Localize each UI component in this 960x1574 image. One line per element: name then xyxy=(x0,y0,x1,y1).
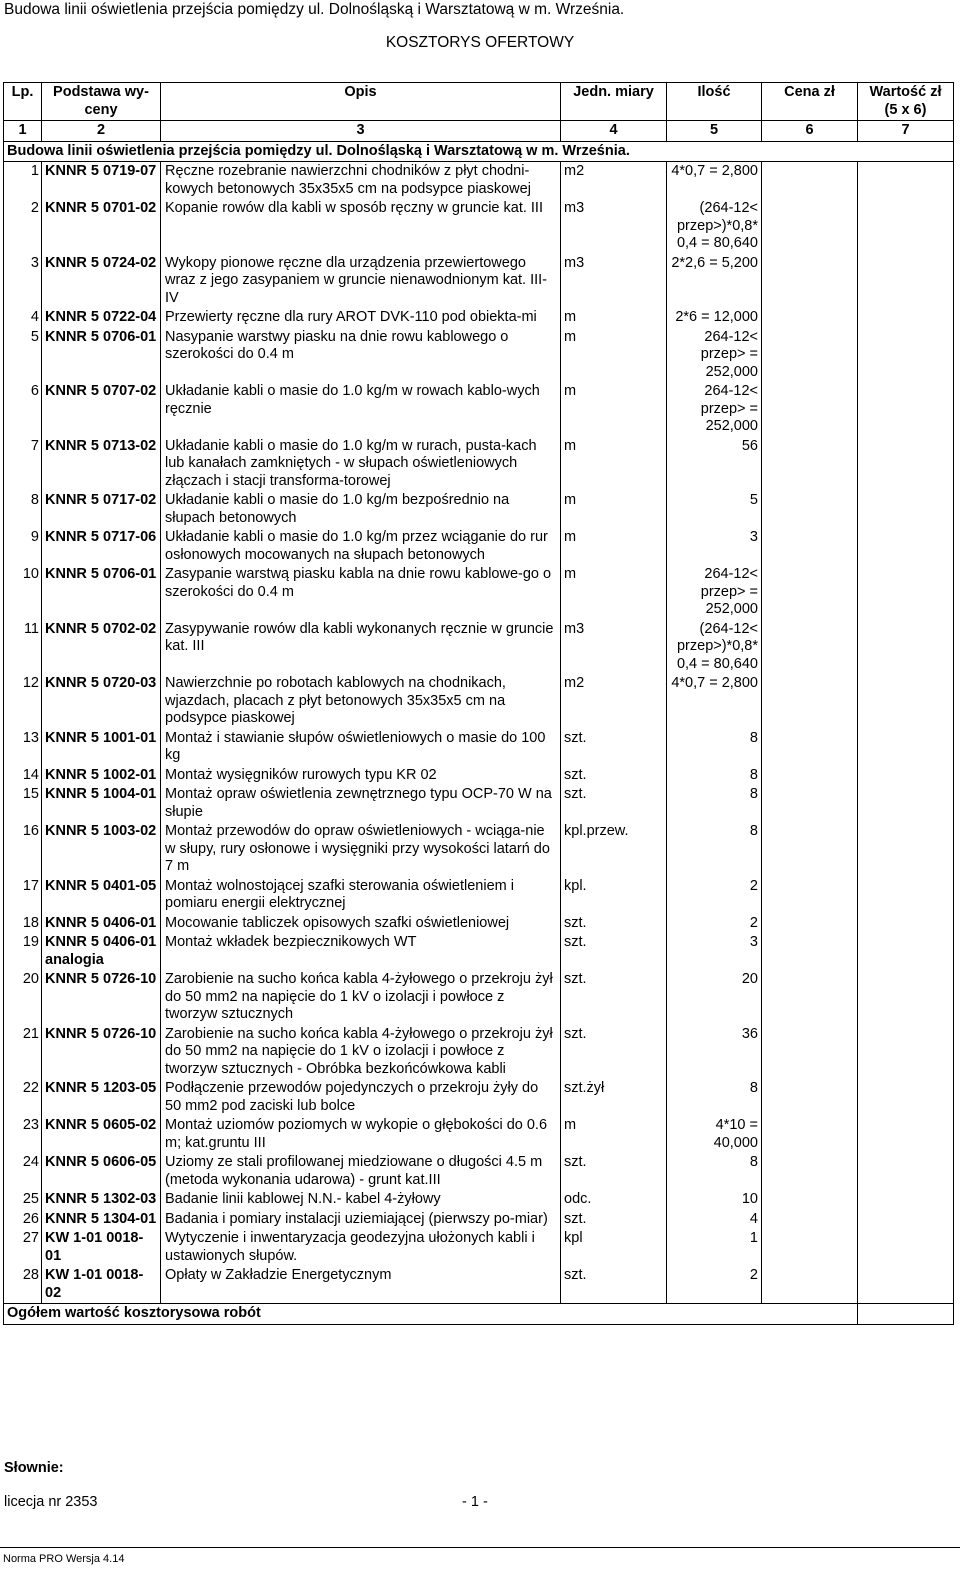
col-num: 3 xyxy=(161,121,561,142)
row-kod: KNNR 5 0401-05 xyxy=(42,877,161,914)
row-lp: 10 xyxy=(4,565,42,620)
row-opis: Opłaty w Zakładzie Energetycznym xyxy=(161,1266,561,1304)
col-wartosc-formula: (5 x 6) xyxy=(884,101,927,118)
row-kod: KNNR 5 0605-02 xyxy=(42,1116,161,1153)
table-row xyxy=(4,199,954,254)
row-lp: 6 xyxy=(4,382,42,437)
row-wartosc xyxy=(858,970,954,1025)
row-lp: 24 xyxy=(4,1153,42,1190)
row-wartosc xyxy=(858,1190,954,1210)
table-row xyxy=(4,328,954,383)
row-cena xyxy=(762,254,858,309)
row-jm: szt. xyxy=(561,914,667,934)
row-cena xyxy=(762,1025,858,1080)
row-cena xyxy=(762,620,858,675)
row-cena xyxy=(762,162,858,200)
section-row xyxy=(4,141,954,162)
table-row xyxy=(4,729,954,766)
footer-program: Norma PRO Wersja 4.14 xyxy=(3,1553,125,1565)
col-num: 6 xyxy=(762,121,858,142)
row-wartosc xyxy=(858,914,954,934)
row-lp: 11 xyxy=(4,620,42,675)
row-wartosc xyxy=(858,565,954,620)
row-opis: Nawierzchnie po robotach kablowych na chodnikach, wjazdach, placach z płyt betonowych 35x35x5 cm na podsypce piaskowej xyxy=(161,674,561,729)
row-lp: 5 xyxy=(4,328,42,383)
row-kod: KNNR 5 0722-04 xyxy=(42,308,161,328)
row-wartosc xyxy=(858,199,954,254)
row-cena xyxy=(762,565,858,620)
row-cena xyxy=(762,1210,858,1230)
row-kod: KNNR 5 1004-01 xyxy=(42,785,161,822)
row-ilosc: 264-12< przep> = 252,000 xyxy=(667,565,762,620)
table-row xyxy=(4,565,954,620)
row-opis: Wytyczenie i inwentaryzacja geodezyjna ułożonych kabli i ustawionych słupów. xyxy=(161,1229,561,1266)
row-opis: Podłączenie przewodów pojedynczych o przekroju żyły do 50 mm2 pod zaciski lub bolce xyxy=(161,1079,561,1116)
row-kod: KNNR 5 0706-01 xyxy=(42,565,161,620)
row-opis: Zasypanie warstwą piasku kabla na dnie rowu kablowe-go o szerokości do 0.4 m xyxy=(161,565,561,620)
row-kod: KNNR 5 0720-03 xyxy=(42,674,161,729)
table-row xyxy=(4,766,954,786)
row-jm: m xyxy=(561,491,667,528)
row-wartosc xyxy=(858,162,954,200)
row-cena xyxy=(762,199,858,254)
col-num: 2 xyxy=(42,121,161,142)
row-wartosc xyxy=(858,1229,954,1266)
row-jm: m2 xyxy=(561,162,667,200)
row-cena xyxy=(762,528,858,565)
table-row xyxy=(4,822,954,877)
row-lp: 27 xyxy=(4,1229,42,1266)
row-opis: Układanie kabli o masie do 1.0 kg/m przez wciąganie do rur osłonowych mocowanych na słupach betonowych xyxy=(161,528,561,565)
row-wartosc xyxy=(858,528,954,565)
row-jm: odc. xyxy=(561,1190,667,1210)
row-cena xyxy=(762,1079,858,1116)
row-cena xyxy=(762,328,858,383)
row-cena xyxy=(762,1116,858,1153)
row-wartosc xyxy=(858,437,954,492)
row-ilosc: 20 xyxy=(667,970,762,1025)
license-text: licecja nr 2353 xyxy=(4,1494,98,1510)
section-title: Budowa linii oświetlenia przejścia pomiędzy ul. Dolnośląską i Warsztatową w m. Września. xyxy=(4,141,954,162)
row-cena xyxy=(762,785,858,822)
col-wartosc-label: Wartość zł xyxy=(869,84,942,100)
document-title: KOSZTORYS OFERTOWY xyxy=(385,34,575,51)
row-lp: 20 xyxy=(4,970,42,1025)
row-jm: kpl. xyxy=(561,877,667,914)
column-number-row xyxy=(4,121,954,142)
row-jm: m xyxy=(561,437,667,492)
row-opis: Montaż wkładek bezpiecznikowych WT xyxy=(161,933,561,970)
row-cena xyxy=(762,1153,858,1190)
row-cena xyxy=(762,933,858,970)
footer-divider xyxy=(0,1547,960,1548)
row-jm: kpl.przew. xyxy=(561,822,667,877)
row-jm: szt.żył xyxy=(561,1079,667,1116)
row-jm: m xyxy=(561,328,667,383)
row-jm: szt. xyxy=(561,785,667,822)
row-kod: KNNR 5 1002-01 xyxy=(42,766,161,786)
row-jm: m3 xyxy=(561,620,667,675)
row-kod: KNNR 5 0719-07 xyxy=(42,162,161,200)
row-kod: KNNR 5 0726-10 xyxy=(42,970,161,1025)
row-lp: 16 xyxy=(4,822,42,877)
table-row xyxy=(4,933,954,970)
row-kod: KNNR 5 0406-01 xyxy=(42,914,161,934)
row-wartosc xyxy=(858,729,954,766)
row-wartosc xyxy=(858,1116,954,1153)
row-jm: m xyxy=(561,382,667,437)
row-ilosc: 8 xyxy=(667,822,762,877)
row-lp: 26 xyxy=(4,1210,42,1230)
row-ilosc: 264-12< przep> = 252,000 xyxy=(667,328,762,383)
row-kod: KNNR 5 0717-02 xyxy=(42,491,161,528)
row-kod: KNNR 5 0606-05 xyxy=(42,1153,161,1190)
row-wartosc xyxy=(858,491,954,528)
total-row xyxy=(4,1304,954,1325)
row-cena xyxy=(762,729,858,766)
row-ilosc: 264-12< przep> = 252,000 xyxy=(667,382,762,437)
table-row xyxy=(4,877,954,914)
col-num: 5 xyxy=(667,121,762,142)
row-jm: szt. xyxy=(561,1025,667,1080)
row-lp: 25 xyxy=(4,1190,42,1210)
row-kod: KNNR 5 1302-03 xyxy=(42,1190,161,1210)
row-opis: Kopanie rowów dla kabli w sposób ręczny w gruncie kat. III xyxy=(161,199,561,254)
row-lp: 4 xyxy=(4,308,42,328)
row-cena xyxy=(762,308,858,328)
row-cena xyxy=(762,1190,858,1210)
row-wartosc xyxy=(858,674,954,729)
row-opis: Montaż uziomów poziomych w wykopie o głębokości do 0.6 m; kat.gruntu III xyxy=(161,1116,561,1153)
col-jedn: Jedn. miary xyxy=(561,83,667,121)
row-kod: KW 1-01 0018-02 xyxy=(42,1266,161,1304)
row-cena xyxy=(762,914,858,934)
row-wartosc xyxy=(858,822,954,877)
row-lp: 12 xyxy=(4,674,42,729)
row-jm: kpl xyxy=(561,1229,667,1266)
row-ilosc: 8 xyxy=(667,766,762,786)
row-jm: szt. xyxy=(561,1210,667,1230)
row-lp: 14 xyxy=(4,766,42,786)
row-ilosc: 3 xyxy=(667,933,762,970)
row-lp: 3 xyxy=(4,254,42,309)
row-kod: KNNR 5 0701-02 xyxy=(42,199,161,254)
col-num: 4 xyxy=(561,121,667,142)
table-row xyxy=(4,162,954,200)
row-ilosc: 2*6 = 12,000 xyxy=(667,308,762,328)
row-wartosc xyxy=(858,877,954,914)
row-wartosc xyxy=(858,1025,954,1080)
row-kod: KNNR 5 1203-05 xyxy=(42,1079,161,1116)
row-ilosc: 4*0,7 = 2,800 xyxy=(667,674,762,729)
row-lp: 22 xyxy=(4,1079,42,1116)
row-ilosc: 8 xyxy=(667,729,762,766)
table-row xyxy=(4,1116,954,1153)
row-lp: 9 xyxy=(4,528,42,565)
table-row xyxy=(4,1190,954,1210)
row-cena xyxy=(762,1229,858,1266)
table-row xyxy=(4,1210,954,1230)
row-opis: Nasypanie warstwy piasku na dnie rowu kablowego o szerokości do 0.4 m xyxy=(161,328,561,383)
col-ilosc: Ilość xyxy=(667,83,762,121)
row-kod: KNNR 5 0726-10 xyxy=(42,1025,161,1080)
table-row xyxy=(4,785,954,822)
page-number: - 1 - xyxy=(462,1494,488,1510)
row-jm: szt. xyxy=(561,1153,667,1190)
row-wartosc xyxy=(858,620,954,675)
table-row xyxy=(4,437,954,492)
row-opis: Montaż opraw oświetlenia zewnętrznego typu OCP-70 W na słupie xyxy=(161,785,561,822)
row-ilosc: 56 xyxy=(667,437,762,492)
row-ilosc: 8 xyxy=(667,785,762,822)
table-row xyxy=(4,970,954,1025)
row-opis: Wykopy pionowe ręczne dla urządzenia przewiertowego wraz z jego zasypaniem w gruncie nienawodnionym kat. III-IV xyxy=(161,254,561,309)
row-wartosc xyxy=(858,1079,954,1116)
col-podstawa: Podstawa wy-ceny xyxy=(42,83,161,121)
row-cena xyxy=(762,491,858,528)
row-lp: 17 xyxy=(4,877,42,914)
row-ilosc: 1 xyxy=(667,1229,762,1266)
row-lp: 1 xyxy=(4,162,42,200)
slownie-label: Słownie: xyxy=(4,1460,64,1476)
row-wartosc xyxy=(858,785,954,822)
row-kod: KNNR 5 0713-02 xyxy=(42,437,161,492)
row-cena xyxy=(762,382,858,437)
table-row xyxy=(4,528,954,565)
row-lp: 28 xyxy=(4,1266,42,1304)
col-cena: Cena zł xyxy=(762,83,858,121)
row-lp: 19 xyxy=(4,933,42,970)
row-kod: KNNR 5 1001-01 xyxy=(42,729,161,766)
row-kod: KNNR 5 0724-02 xyxy=(42,254,161,309)
row-jm: szt. xyxy=(561,729,667,766)
row-ilosc: 10 xyxy=(667,1190,762,1210)
col-lp: Lp. xyxy=(4,83,42,121)
total-value xyxy=(858,1304,954,1325)
col-opis: Opis xyxy=(161,83,561,121)
row-ilosc: 4 xyxy=(667,1210,762,1230)
row-lp: 2 xyxy=(4,199,42,254)
row-lp: 23 xyxy=(4,1116,42,1153)
row-opis: Zarobienie na sucho końca kabla 4-żyłowego o przekroju żył do 50 mm2 na napięcie do 1 kV o izolacji i powłoce z tworzyw sztucznych - Obróbka bezkońcówkowa kabli xyxy=(161,1025,561,1080)
row-ilosc: (264-12< przep>)*0,8* 0,4 = 80,640 xyxy=(667,620,762,675)
row-ilosc: 5 xyxy=(667,491,762,528)
row-wartosc xyxy=(858,1266,954,1304)
table-row xyxy=(4,1079,954,1116)
row-wartosc xyxy=(858,1153,954,1190)
row-opis: Montaż wysięgników rurowych typu KR 02 xyxy=(161,766,561,786)
row-wartosc xyxy=(858,1210,954,1230)
row-cena xyxy=(762,1266,858,1304)
row-wartosc xyxy=(858,933,954,970)
table-row xyxy=(4,914,954,934)
row-jm: szt. xyxy=(561,933,667,970)
row-kod: KNNR 5 1003-02 xyxy=(42,822,161,877)
row-opis: Układanie kabli o masie do 1.0 kg/m w rurach, pusta-kach lub kanałach zamkniętych - w słupach oświetleniowych złączach i stacji transforma-torowej xyxy=(161,437,561,492)
col-num: 1 xyxy=(4,121,42,142)
row-ilosc: 2 xyxy=(667,877,762,914)
row-jm: szt. xyxy=(561,970,667,1025)
row-opis: Zarobienie na sucho końca kabla 4-żyłowego o przekroju żył do 50 mm2 na napięcie do 1 kV o izolacji i powłoce z tworzyw sztucznych xyxy=(161,970,561,1025)
table-row xyxy=(4,491,954,528)
row-opis: Przewierty ręczne dla rury AROT DVK-110 pod obiekta-mi xyxy=(161,308,561,328)
row-jm: m xyxy=(561,1116,667,1153)
table-row xyxy=(4,1153,954,1190)
row-wartosc xyxy=(858,254,954,309)
table-row xyxy=(4,254,954,309)
row-lp: 7 xyxy=(4,437,42,492)
row-opis: Układanie kabli o masie do 1.0 kg/m w rowach kablo-wych ręcznie xyxy=(161,382,561,437)
col-num: 7 xyxy=(858,121,954,142)
row-ilosc: (264-12< przep>)*0,8* 0,4 = 80,640 xyxy=(667,199,762,254)
row-lp: 21 xyxy=(4,1025,42,1080)
row-jm: m xyxy=(561,565,667,620)
row-opis: Uziomy ze stali profilowanej miedziowane o długości 4.5 m (metoda wykonania udarowa) - grunt kat.III xyxy=(161,1153,561,1190)
row-cena xyxy=(762,674,858,729)
row-cena xyxy=(762,766,858,786)
row-jm: m3 xyxy=(561,199,667,254)
row-jm: m xyxy=(561,528,667,565)
row-ilosc: 8 xyxy=(667,1079,762,1116)
row-kod: KW 1-01 0018-01 xyxy=(42,1229,161,1266)
row-jm: m xyxy=(561,308,667,328)
row-ilosc: 4*10 = 40,000 xyxy=(667,1116,762,1153)
row-opis: Montaż wolnostojącej szafki sterowania oświetleniem i pomiaru energii elektrycznej xyxy=(161,877,561,914)
row-opis: Badanie linii kablowej N.N.- kabel 4-żyłowy xyxy=(161,1190,561,1210)
row-ilosc: 8 xyxy=(667,1153,762,1190)
row-cena xyxy=(762,877,858,914)
row-ilosc: 36 xyxy=(667,1025,762,1080)
row-jm: szt. xyxy=(561,766,667,786)
row-kod: KNNR 5 0717-06 xyxy=(42,528,161,565)
row-opis: Ręczne rozebranie nawierzchni chodników z płyt chodni-kowych betonowych 35x35x5 cm na podsypce piaskowej xyxy=(161,162,561,200)
row-opis: Mocowanie tabliczek opisowych szafki oświetleniowej xyxy=(161,914,561,934)
table-row xyxy=(4,620,954,675)
row-kod: KNNR 5 0702-02 xyxy=(42,620,161,675)
row-wartosc xyxy=(858,766,954,786)
table-row xyxy=(4,382,954,437)
row-kod: KNNR 5 0706-01 xyxy=(42,328,161,383)
table-row xyxy=(4,1266,954,1304)
col-wartosc xyxy=(858,83,954,121)
table-row xyxy=(4,1229,954,1266)
table-row xyxy=(4,674,954,729)
row-lp: 8 xyxy=(4,491,42,528)
cost-estimate-table xyxy=(3,82,954,1325)
row-opis: Montaż i stawianie słupów oświetleniowych o masie do 100 kg xyxy=(161,729,561,766)
row-opis: Zasypywanie rowów dla kabli wykonanych ręcznie w gruncie kat. III xyxy=(161,620,561,675)
row-cena xyxy=(762,822,858,877)
row-opis: Montaż przewodów do opraw oświetleniowych - wciąga-nie w słupy, rury osłonowe i wysięgniki przy wysokości latarń do 7 m xyxy=(161,822,561,877)
row-ilosc: 3 xyxy=(667,528,762,565)
row-jm: m3 xyxy=(561,254,667,309)
row-jm: m2 xyxy=(561,674,667,729)
row-lp: 15 xyxy=(4,785,42,822)
row-kod: KNNR 5 0406-01 analogia xyxy=(42,933,161,970)
row-jm: szt. xyxy=(561,1266,667,1304)
row-lp: 13 xyxy=(4,729,42,766)
row-ilosc: 2 xyxy=(667,1266,762,1304)
row-kod: KNNR 5 1304-01 xyxy=(42,1210,161,1230)
row-wartosc xyxy=(858,382,954,437)
row-kod: KNNR 5 0707-02 xyxy=(42,382,161,437)
row-wartosc xyxy=(858,328,954,383)
row-wartosc xyxy=(858,308,954,328)
row-opis: Badania i pomiary instalacji uziemiającej (pierwszy po-miar) xyxy=(161,1210,561,1230)
row-lp: 18 xyxy=(4,914,42,934)
total-label: Ogółem wartość kosztorysowa robót xyxy=(4,1304,858,1325)
row-ilosc: 2*2,6 = 5,200 xyxy=(667,254,762,309)
row-cena xyxy=(762,437,858,492)
row-ilosc: 4*0,7 = 2,800 xyxy=(667,162,762,200)
page-header: Budowa linii oświetlenia przejścia pomiędzy ul. Dolnośląską i Warsztatową w m. Września. xyxy=(4,1,625,18)
table-row xyxy=(4,308,954,328)
row-ilosc: 2 xyxy=(667,914,762,934)
row-opis: Układanie kabli o masie do 1.0 kg/m bezpośrednio na słupach betonowych xyxy=(161,491,561,528)
table-row xyxy=(4,1025,954,1080)
table-header-row xyxy=(4,83,954,121)
row-cena xyxy=(762,970,858,1025)
